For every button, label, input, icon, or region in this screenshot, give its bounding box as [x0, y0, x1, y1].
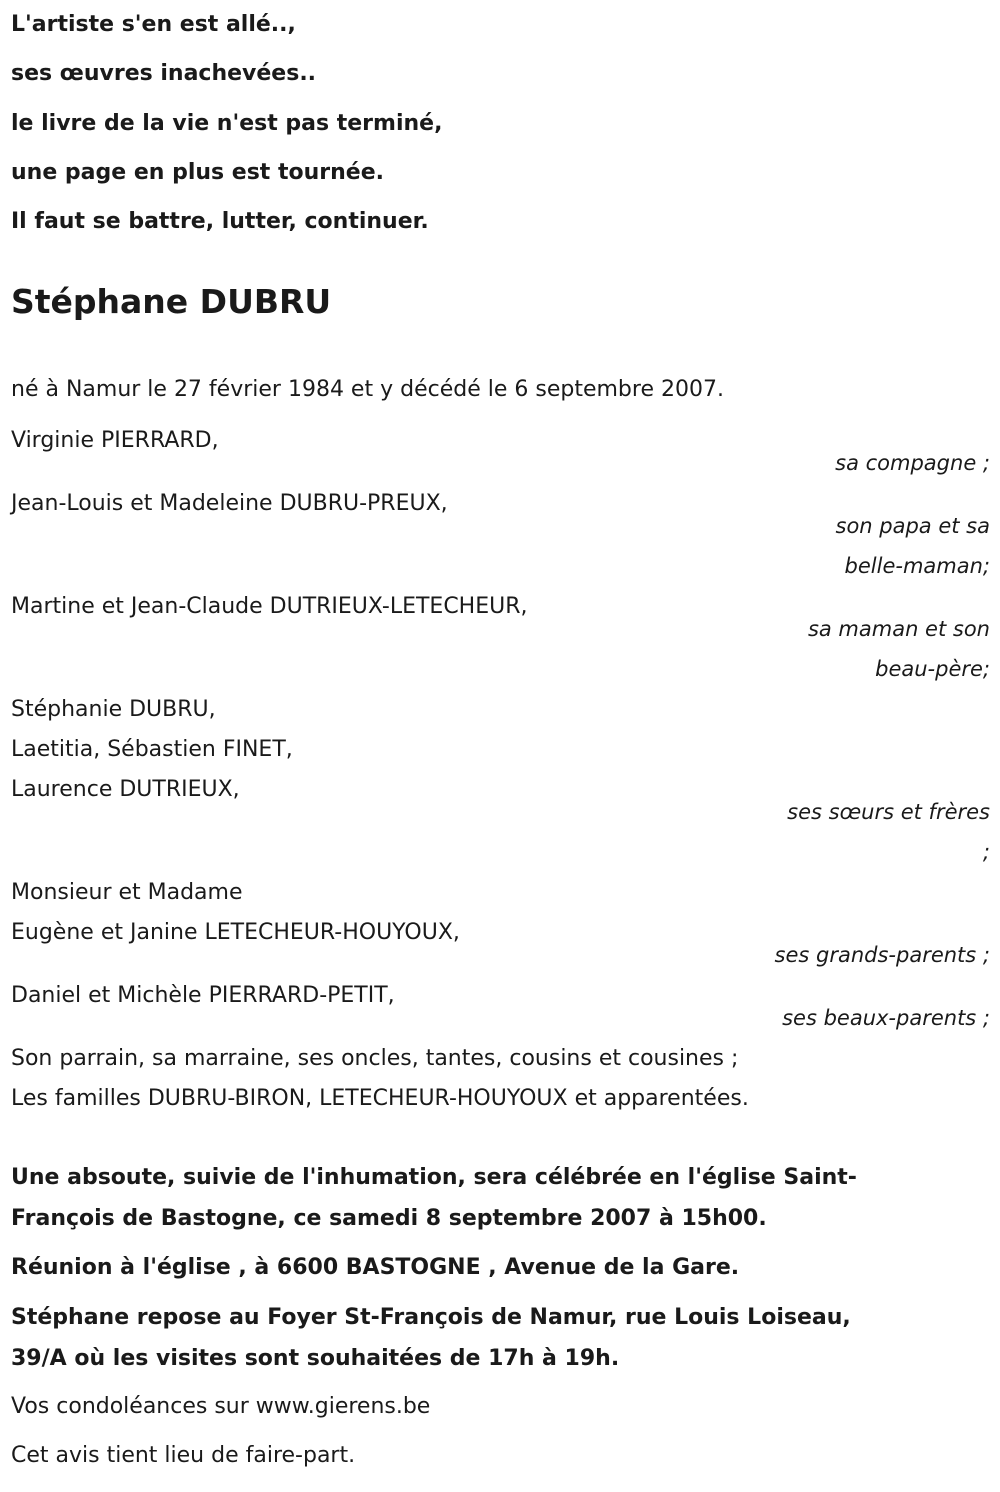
family-names: Monsieur et Madame — [11, 880, 243, 905]
family-role: ; — [982, 840, 990, 864]
family-role: ses grands-parents ; — [774, 943, 990, 967]
poem-line-4: une page en plus est tournée. — [11, 160, 384, 185]
ceremony-line: Une absoute, suivie de l'inhumation, sera célébrée en l'église Saint- — [11, 1165, 857, 1190]
family-role: ses sœurs et frères — [787, 800, 990, 824]
family-names: Laetitia, Sébastien FINET, — [11, 737, 293, 762]
deceased-name: Stéphane DUBRU — [11, 282, 332, 321]
family-names: Daniel et Michèle PIERRARD-PETIT, — [11, 983, 395, 1008]
family-role: son papa et sa — [835, 514, 990, 538]
notice-line: Cet avis tient lieu de faire-part. — [11, 1443, 356, 1468]
poem-line-3: le livre de la vie n'est pas terminé, — [11, 111, 443, 136]
family-names: Stéphanie DUBRU, — [11, 697, 216, 722]
birth-death-line: né à Namur le 27 février 1984 et y décédé le 6 septembre 2007. — [11, 377, 724, 402]
family-names: Laurence DUTRIEUX, — [11, 777, 240, 802]
condolences-line: Vos condoléances sur www.gierens.be — [11, 1394, 431, 1419]
poem-line-2: ses œuvres inachevées.. — [11, 61, 317, 86]
family-names: Jean-Louis et Madeleine DUBRU-PREUX, — [11, 491, 448, 516]
rest-line: 39/A où les visites sont souhaitées de 17h à 19h. — [11, 1346, 620, 1371]
extended-family-line: Les familles DUBRU-BIRON, LETECHEUR-HOUYOUX et apparentées. — [11, 1086, 749, 1111]
family-names: Eugène et Janine LETECHEUR-HOUYOUX, — [11, 920, 460, 945]
meeting-line: Réunion à l'église , à 6600 BASTOGNE , Avenue de la Gare. — [11, 1255, 740, 1280]
poem-line-1: L'artiste s'en est allé.., — [11, 12, 296, 37]
family-role: beau-père; — [875, 657, 990, 681]
family-role: sa compagne ; — [835, 451, 990, 475]
family-role: ses beaux-parents ; — [782, 1006, 990, 1030]
extended-family-line: Son parrain, sa marraine, ses oncles, tantes, cousins et cousines ; — [11, 1046, 739, 1071]
family-names: Virginie PIERRARD, — [11, 428, 219, 453]
ceremony-line: François de Bastogne, ce samedi 8 septembre 2007 à 15h00. — [11, 1206, 767, 1231]
family-names: Martine et Jean-Claude DUTRIEUX-LETECHEUR, — [11, 594, 528, 619]
family-role: belle-maman; — [844, 554, 990, 578]
poem-line-5: Il faut se battre, lutter, continuer. — [11, 209, 429, 234]
rest-line: Stéphane repose au Foyer St-François de Namur, rue Louis Loiseau, — [11, 1305, 851, 1330]
family-role: sa maman et son — [807, 617, 990, 641]
